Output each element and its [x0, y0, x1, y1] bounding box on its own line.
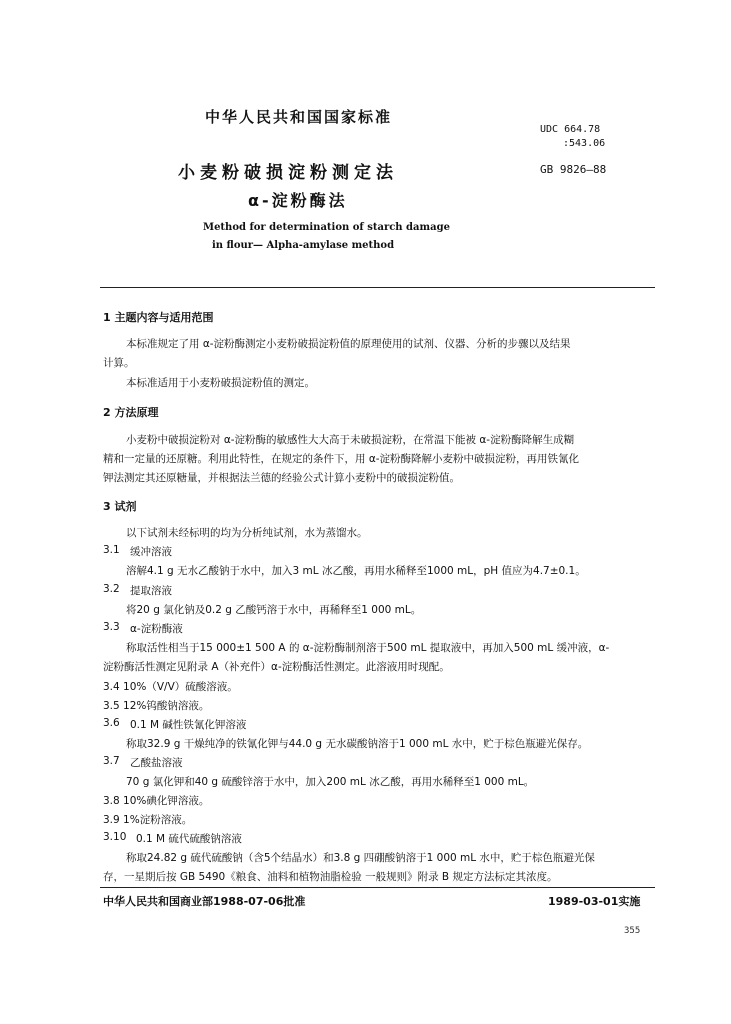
reagent-3-2-text: 将20 g 氯化钠及0.2 g 乙酸钙溶于水中，再稀释至1 000 mL。 [126, 604, 422, 616]
reagent-3-7-text: 70 g 氯化钾和40 g 硫酸锌溶于水中，加入200 mL 冰乙酸，再用水稀释至1 000 mL。 [126, 776, 535, 788]
reagent-3-10-number: 3.10 [103, 831, 127, 843]
section-2-paragraph-line-2: 精和一定量的还原糖。利用此特性，在规定的条件下，用 α-淀粉酶降解小麦粉中破损淀粉，再用铁氰化 [103, 453, 580, 465]
footer-divider [100, 887, 655, 888]
section-3-heading: 3 试剂 [103, 500, 137, 513]
page-number: 355 [624, 926, 641, 936]
reagent-3-1-text: 溶解4.1 g 无水乙酸钠于水中，加入3 mL 冰乙酸，再用水稀释至1000 mL，pH 值应为4.7±0.1。 [126, 565, 586, 577]
document-title: 小麦粉破损淀粉测定法 [178, 163, 398, 183]
udc-code-continued: :543.06 [563, 138, 606, 149]
english-title-line-1: Method for determination of starch damage [203, 222, 450, 233]
reagent-3-4: 3.4 10%（V/V）硫酸溶液。 [103, 681, 238, 693]
reagent-3-3-text-line-1: 称取活性相当于15 000±1 500 A 的 α-淀粉酶制剂溶于500 mL 提取液中，再加入500 mL 缓冲液，α- [126, 642, 610, 654]
implementation-date: 1989-03-01实施 [548, 895, 641, 908]
document-subtitle: α-淀粉酶法 [248, 191, 348, 210]
standard-number: GB 9826—88 [540, 163, 607, 176]
reagent-3-2-name: 提取溶液 [130, 585, 172, 597]
udc-code: UDC 664.78 [540, 124, 601, 135]
reagent-3-6-name: 0.1 M 碱性铁氰化钾溶液 [130, 719, 247, 731]
reagent-3-7-number: 3.7 [103, 755, 120, 767]
reagent-3-1-name: 缓冲溶液 [130, 546, 172, 558]
section-1-heading: 1 主题内容与适用范围 [103, 311, 214, 324]
section-2-heading: 2 方法原理 [103, 406, 159, 419]
reagent-3-10-text-line-2: 存，一星期后按 GB 5490《粮食、油料和植物油脂检验 一般规则》附录 B 规定方法标定其浓度。 [103, 871, 558, 883]
reagent-3-3-name: α-淀粉酶液 [130, 623, 183, 635]
reagent-3-10-name: 0.1 M 硫代硫酸钠溶液 [136, 833, 242, 845]
reagent-3-8: 3.8 10%碘化钾溶液。 [103, 795, 210, 807]
section-2-paragraph-line-1: 小麦粉中破损淀粉对 α-淀粉酶的敏感性大大高于未破损淀粉，在常温下能被 α-淀粉酶降解生成糊 [126, 434, 575, 446]
reagent-3-10-text-line-1: 称取24.82 g 硫代硫酸钠（含5个结晶水）和3.8 g 四硼酸钠溶于1 000 mL 水中，贮于棕色瓶避光保 [126, 852, 595, 864]
section-3-intro: 以下试剂未经标明的均为分析纯试剂，水为蒸馏水。 [126, 527, 368, 539]
approval-line: 中华人民共和国商业部1988-07-06批准 [103, 895, 306, 908]
header-divider [100, 287, 655, 288]
issuing-organization: 中华人民共和国国家标准 [205, 108, 393, 126]
english-title-line-2: in flour— Alpha-amylase method [212, 240, 395, 251]
reagent-3-7-name: 乙酸盐溶液 [130, 757, 183, 769]
reagent-3-3-number: 3.3 [103, 621, 120, 633]
section-2-paragraph-line-3: 钾法测定其还原糖量，并根据法兰德的经验公式计算小麦粉中的破损淀粉值。 [103, 472, 460, 484]
reagent-3-5: 3.5 12%钨酸钠溶液。 [103, 700, 210, 712]
reagent-3-3-text-line-2: 淀粉酶活性测定见附录 A（补充件）α-淀粉酶活性测定。此溶液用时现配。 [103, 661, 450, 673]
reagent-3-9: 3.9 1%淀粉溶液。 [103, 814, 193, 826]
reagent-3-2-number: 3.2 [103, 583, 120, 595]
section-1-paragraph-2: 本标准适用于小麦粉破损淀粉值的测定。 [126, 377, 315, 389]
reagent-3-1-number: 3.1 [103, 544, 120, 556]
section-1-paragraph-1-cont: 计算。 [103, 357, 135, 369]
section-1-paragraph-1: 本标准规定了用 α-淀粉酶测定小麦粉破损淀粉值的原理使用的试剂、仪器、分析的步骤以及结果 [126, 338, 571, 350]
reagent-3-6-number: 3.6 [103, 717, 120, 729]
reagent-3-6-text: 称取32.9 g 干燥纯净的铁氰化钾与44.0 g 无水碳酸钠溶于1 000 mL 水中，贮于棕色瓶避光保存。 [126, 738, 589, 750]
